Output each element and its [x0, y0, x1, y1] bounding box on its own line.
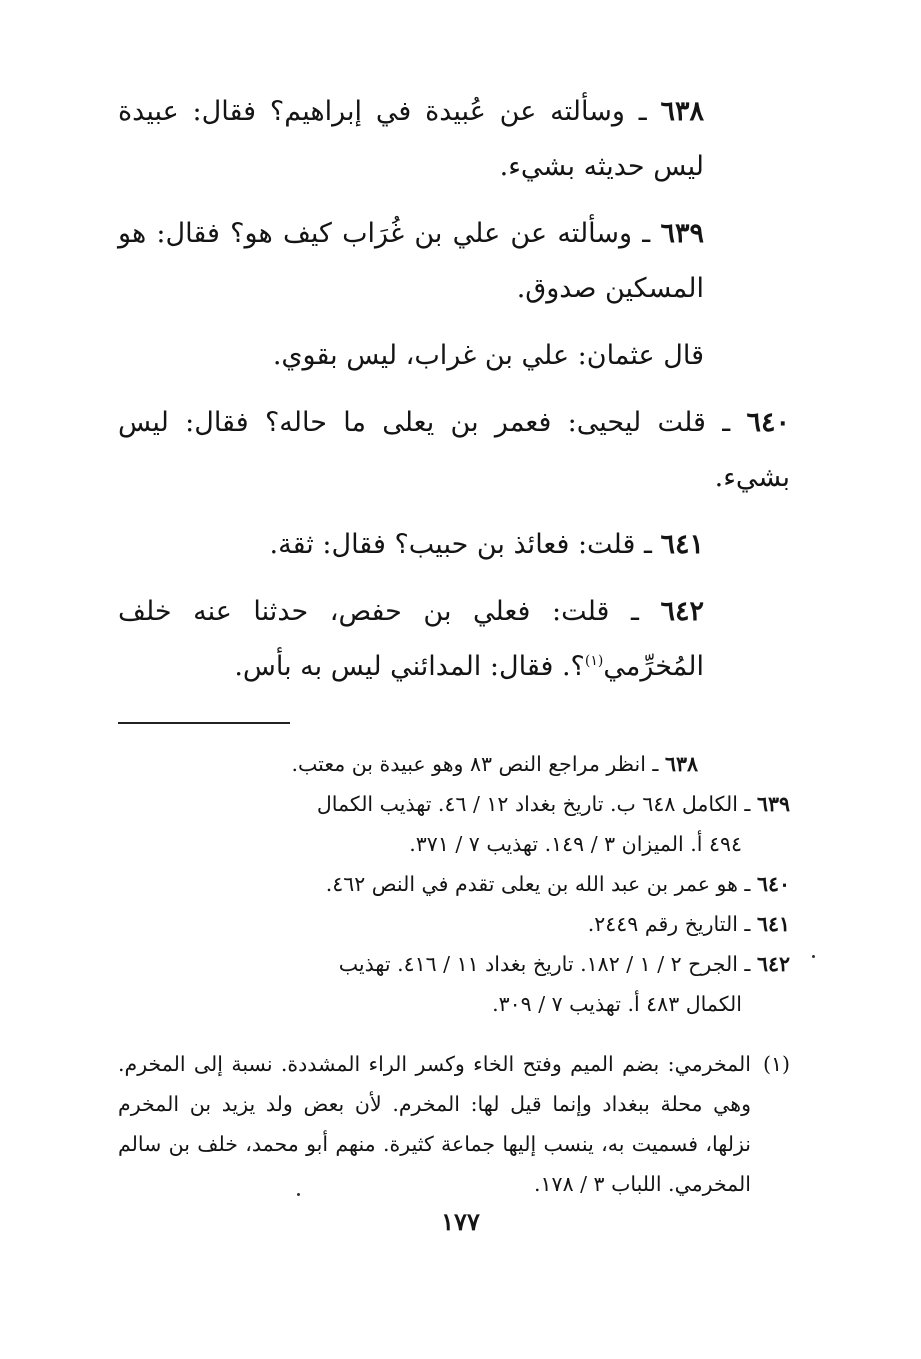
footnote-mark: (١)	[762, 1052, 790, 1076]
footnote-reference[interactable]: (١)	[584, 653, 604, 669]
entry-text: ؟. فقال: المدائني ليس به بأس.	[234, 651, 585, 682]
source-notes	[118, 744, 790, 1024]
note-text: ـ التاريخ رقم ٢٤٤٩.	[587, 912, 751, 936]
entry-641	[118, 517, 790, 572]
note-641	[118, 904, 790, 944]
entry-number: ٦٣٨	[660, 96, 704, 127]
note-text-continued: الكمال ٤٨٣ أ. تهذيب ٧ / ٣٠٩.	[492, 992, 742, 1016]
entry-number: ٦٣٩	[660, 218, 704, 249]
note-642	[118, 944, 790, 1024]
note-text: ـ الكامل ٦٤٨ ب. تاريخ بغداد ١٢ / ٤٦. تهذيب الكمال	[316, 792, 751, 816]
ink-speck	[812, 955, 815, 958]
entry-text: ـ قلت: فعلي بن حفص، حدثنا عنه خلف المُخرِّمي	[118, 596, 704, 682]
note-number: ٦٣٩	[756, 792, 790, 816]
page-number: ١٧٧	[441, 1207, 480, 1236]
note-text: ـ الجرح ٢ / ١ / ١٨٢. تاريخ بغداد ١١ / ٤١٦. تهذيب	[338, 952, 751, 976]
entry-642	[118, 584, 790, 694]
entry-text: ـ وسألته عن عُبيدة في إبراهيم؟ فقال: عبيدة ليس حديثه بشيء.	[118, 96, 704, 182]
note-number: ٦٤١	[756, 912, 790, 936]
entry-640	[118, 395, 790, 505]
note-number: ٦٤٢	[756, 952, 790, 976]
entry-638	[118, 84, 790, 194]
note-number: ٦٣٨	[664, 752, 698, 776]
note-639	[118, 784, 790, 864]
note-640	[118, 864, 790, 904]
note-638	[118, 744, 790, 784]
note-text: ـ هو عمر بن عبد الله بن يعلى تقدم في النص ٤٦٢.	[325, 872, 751, 896]
footnote	[118, 1044, 790, 1204]
note-text: ـ انظر مراجع النص ٨٣ وهو عبيدة بن معتب.	[291, 752, 659, 776]
entry-text: ـ وسألته عن علي بن غُرَاب كيف هو؟ فقال: هو المسكين صدوق.	[118, 218, 704, 304]
footnote-text: المخرمي: بضم الميم وفتح الخاء وكسر الراء المشددة. نسبة إلى المخرم. وهي محلة ببغداد وإنما قيل لها: المخرم. لأن بعض ولد يزيد بن المخرم نزلها، فسميت به، ينسب إليها جماعة كثيرة. منهم أبو محمد، خلف بن سالم المخرمي. اللباب ٣ / ١٧٨.	[118, 1052, 751, 1196]
entry-number: ٦٤١	[660, 529, 704, 560]
entry-text: قال عثمان: علي بن غراب، ليس بقوي.	[272, 340, 704, 371]
note-text-continued: ٤٩٤ أ. الميزان ٣ / ١٤٩. تهذيب ٧ / ٣٧١.	[409, 832, 742, 856]
note-number: ٦٤٠	[756, 872, 790, 896]
entry-number: ٦٤٢	[660, 596, 704, 627]
separator-line	[118, 722, 290, 724]
entry-text: ـ قلت: فعائذ بن حبيب؟ فقال: ثقة.	[269, 529, 652, 560]
entry-639-comment	[118, 328, 790, 383]
page-body	[118, 84, 790, 1204]
entry-text: ـ قلت ليحيى: فعمر بن يعلى ما حاله؟ فقال: ليس بشيء.	[118, 407, 790, 493]
entry-639	[118, 206, 790, 316]
entry-number: ٦٤٠	[746, 407, 790, 438]
ink-speck	[297, 1193, 300, 1196]
